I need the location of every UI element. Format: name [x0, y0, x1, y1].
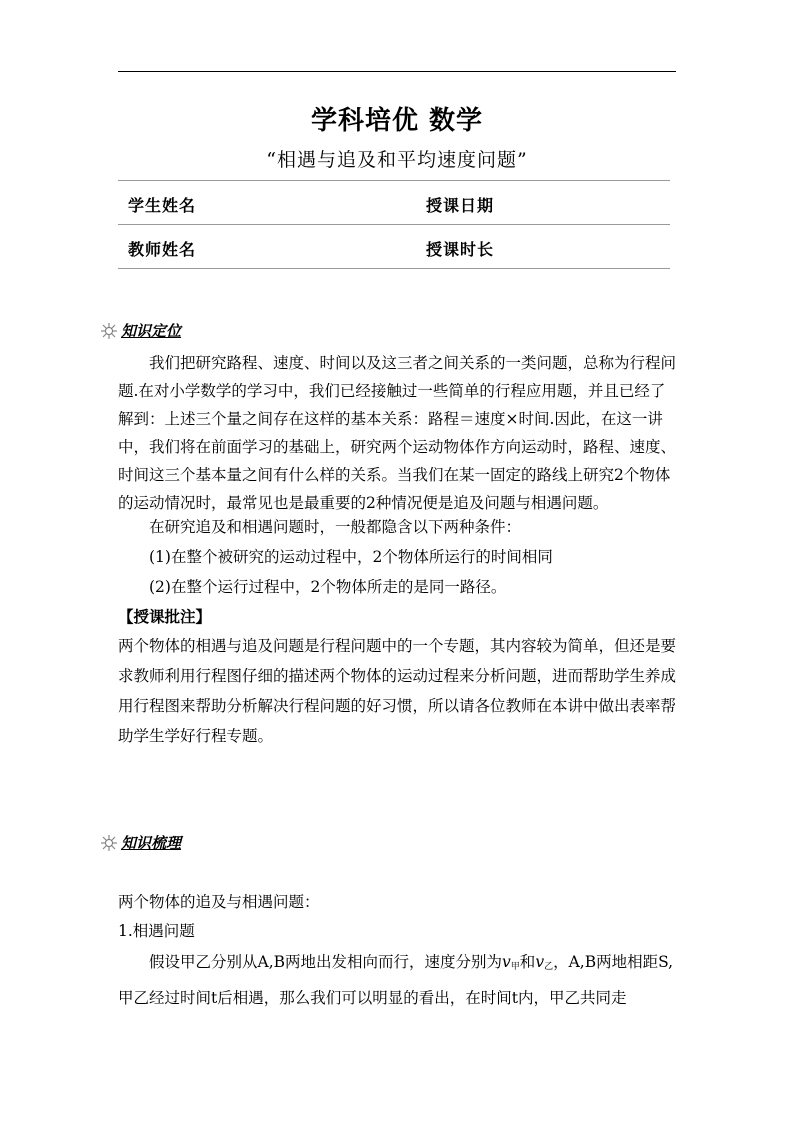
sparkle-icon	[100, 834, 118, 852]
paragraph-conditions: 在研究追及和相遇问题时，一般都隐含以下两种条件：	[149, 518, 522, 536]
v-symbol: v	[535, 953, 545, 971]
page-title: 学科培优 数学	[310, 106, 484, 136]
condition-2: (2)在整个运行过程中，2个物体所走的是同一路径。	[149, 578, 507, 596]
student-name-label: 学生姓名	[128, 196, 197, 215]
top-rule	[118, 71, 676, 72]
item-1-text-b: ，A,B两地相距S,甲乙经过时间t后相遇，那么我们可以明显的看出，在时间t内，甲乙共同走	[118, 953, 674, 1007]
info-row-1	[118, 181, 670, 225]
section-heading-review	[100, 832, 181, 853]
lesson-duration-label: 授课时长	[426, 240, 495, 259]
condition-1: (1)在整个被研究的运动过程中，2个物体所运行的时间相同	[149, 548, 553, 566]
item-1-text	[118, 947, 678, 1014]
note-body: 两个物体的相遇与追及问题是行程问题中的一个专题，其内容较为简单，但还是要求教师利用行程图仔细的描述两个物体的运动过程来分析问题，进而帮助学生养成用行程图来帮助分析解决行程问题的好习惯，所以请各位教师在本讲中做出表率帮助学生学好行程专题。	[118, 637, 677, 745]
subscript-yi: 乙	[544, 962, 554, 972]
section-heading-label: 知识梳理	[121, 834, 182, 852]
item-1-title: 1.相遇问题	[118, 922, 195, 940]
v-symbol: v	[502, 953, 511, 971]
subscript-jia: 甲	[510, 962, 520, 972]
note-heading: 【授课批注】	[118, 607, 212, 626]
paragraph-intro: 我们把研究路程、速度、时间以及这三者之间关系的一类问题，总称为行程问题.在对小学数学的学习中，我们已经接触过一些简单的行程应用题，并且已经了解到：上述三个量之间存在这样的基本关系：路程＝速度×时间.因此，在这一讲中，我们将在前面学习的基础上，研究两个运动物体作方向运动时，路程、速度、时间这三个基本量之间有什么样的关系。当我们在某一固定的路线上研究2个物体的运动情况时，最常见也是最重要的2种情况便是追及问题与相遇问题。	[118, 354, 677, 512]
sparkle-icon	[100, 322, 118, 340]
and-word: 和	[519, 953, 536, 971]
lesson-date-label: 授课日期	[426, 196, 495, 215]
teacher-name-label: 教师姓名	[128, 240, 197, 259]
section-heading-positioning	[100, 320, 181, 341]
info-table	[118, 180, 670, 269]
section-heading-label: 知识定位	[121, 322, 182, 340]
info-row-2	[118, 225, 670, 269]
review-intro: 两个物体的追及与相遇问题：	[118, 893, 320, 911]
item-1-text-a: 假设甲乙分别从A,B两地出发相向而行，速度分别为	[149, 953, 503, 971]
page-subtitle: “相遇与追及和平均速度问题”	[266, 149, 528, 171]
